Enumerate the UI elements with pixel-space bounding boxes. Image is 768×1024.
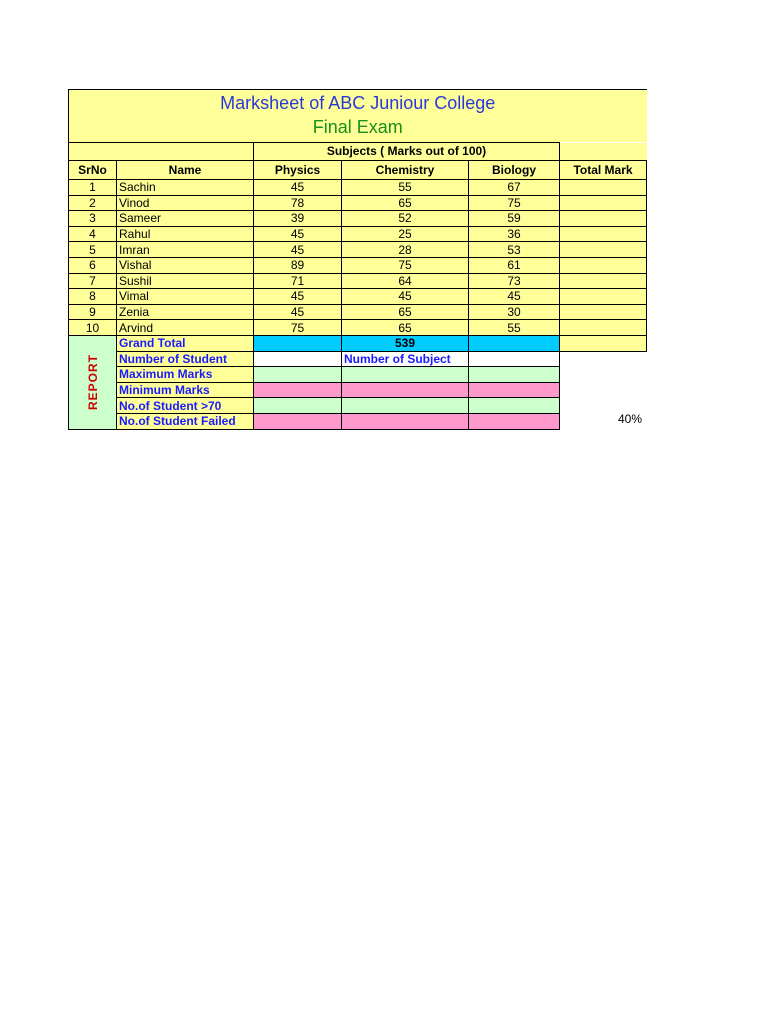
- blank-cell[interactable]: [117, 143, 254, 161]
- students-failed-biology[interactable]: [469, 413, 560, 429]
- col-header-chemistry[interactable]: Chemistry: [342, 161, 469, 180]
- cell-physics[interactable]: 45: [254, 226, 342, 242]
- report-label: REPORT: [85, 354, 100, 411]
- empty-cell: [560, 351, 647, 367]
- cell-chemistry[interactable]: 25: [342, 226, 469, 242]
- cell-chemistry[interactable]: 52: [342, 211, 469, 227]
- cell-physics[interactable]: 45: [254, 180, 342, 196]
- students-failed-label[interactable]: No.of Student Failed: [117, 413, 254, 429]
- subjects-header[interactable]: Subjects ( Marks out of 100): [254, 143, 560, 161]
- number-of-student-label[interactable]: Number of Student: [117, 351, 254, 367]
- pass-percentage[interactable]: 40%: [618, 412, 643, 426]
- students-above-70-biology[interactable]: [469, 398, 560, 414]
- cell-total-mark[interactable]: [560, 289, 647, 305]
- table-row: [69, 195, 647, 211]
- maximum-marks-chemistry[interactable]: [342, 367, 469, 383]
- cell-name[interactable]: Sameer: [117, 211, 254, 227]
- cell-name[interactable]: Vishal: [117, 257, 254, 273]
- report-label-cell[interactable]: [69, 335, 117, 429]
- cell-srno[interactable]: 7: [69, 273, 117, 289]
- cell-chemistry[interactable]: 75: [342, 257, 469, 273]
- number-of-student-value[interactable]: [254, 351, 342, 367]
- empty-cell: [560, 367, 647, 383]
- students-above-70-chemistry[interactable]: [342, 398, 469, 414]
- cell-name[interactable]: Vimal: [117, 289, 254, 305]
- cell-physics[interactable]: 39: [254, 211, 342, 227]
- cell-srno[interactable]: 10: [69, 320, 117, 336]
- table-row: [69, 320, 647, 336]
- table-row: [69, 304, 647, 320]
- table-row: [69, 226, 647, 242]
- cell-name[interactable]: Imran: [117, 242, 254, 258]
- grand-total-label[interactable]: Grand Total: [117, 335, 254, 351]
- cell-srno[interactable]: 1: [69, 180, 117, 196]
- grand-total-chemistry[interactable]: 539: [342, 335, 469, 351]
- students-above-70-label[interactable]: No.of Student >70: [117, 398, 254, 414]
- cell-chemistry[interactable]: 45: [342, 289, 469, 305]
- cell-total-mark[interactable]: [560, 180, 647, 196]
- blank-cell[interactable]: [560, 143, 647, 161]
- cell-srno[interactable]: 2: [69, 195, 117, 211]
- cell-chemistry[interactable]: 64: [342, 273, 469, 289]
- cell-physics[interactable]: 78: [254, 195, 342, 211]
- cell-srno[interactable]: 4: [69, 226, 117, 242]
- cell-total-mark[interactable]: [560, 273, 647, 289]
- col-header-srno[interactable]: SrNo: [69, 161, 117, 180]
- title-cell[interactable]: [69, 90, 647, 143]
- blank-cell[interactable]: [69, 143, 117, 161]
- cell-total-mark[interactable]: [560, 320, 647, 336]
- empty-cell: [560, 382, 647, 398]
- table-row: [69, 211, 647, 227]
- marksheet: [68, 89, 647, 430]
- minimum-marks-physics[interactable]: [254, 382, 342, 398]
- cell-srno[interactable]: 5: [69, 242, 117, 258]
- table-row: [69, 273, 647, 289]
- student-rows: [69, 180, 647, 336]
- cell-biology[interactable]: 75: [469, 195, 560, 211]
- cell-name[interactable]: Rahul: [117, 226, 254, 242]
- cell-physics[interactable]: 75: [254, 320, 342, 336]
- col-header-total-mark[interactable]: Total Mark: [560, 161, 647, 180]
- grand-total-total[interactable]: [560, 335, 647, 351]
- maximum-marks-physics[interactable]: [254, 367, 342, 383]
- cell-total-mark[interactable]: [560, 226, 647, 242]
- cell-biology[interactable]: 30: [469, 304, 560, 320]
- cell-physics[interactable]: 89: [254, 257, 342, 273]
- col-header-name[interactable]: Name: [117, 161, 254, 180]
- cell-srno[interactable]: 6: [69, 257, 117, 273]
- table-row: [69, 257, 647, 273]
- cell-chemistry[interactable]: 28: [342, 242, 469, 258]
- cell-biology[interactable]: 45: [469, 289, 560, 305]
- col-header-biology[interactable]: Biology: [469, 161, 560, 180]
- cell-physics[interactable]: 45: [254, 304, 342, 320]
- maximum-marks-biology[interactable]: [469, 367, 560, 383]
- cell-total-mark[interactable]: [560, 304, 647, 320]
- students-failed-physics[interactable]: [254, 413, 342, 429]
- cell-total-mark[interactable]: [560, 195, 647, 211]
- cell-name[interactable]: Arvind: [117, 320, 254, 336]
- minimum-marks-label[interactable]: Minimum Marks: [117, 382, 254, 398]
- table-row: [69, 242, 647, 258]
- grand-total-biology[interactable]: [469, 335, 560, 351]
- students-above-70-physics[interactable]: [254, 398, 342, 414]
- marksheet-table: [68, 89, 647, 430]
- cell-total-mark[interactable]: [560, 211, 647, 227]
- cell-srno[interactable]: 8: [69, 289, 117, 305]
- cell-physics[interactable]: 45: [254, 289, 342, 305]
- minimum-marks-biology[interactable]: [469, 382, 560, 398]
- cell-srno[interactable]: 9: [69, 304, 117, 320]
- number-of-subject-value[interactable]: [469, 351, 560, 367]
- cell-biology[interactable]: 53: [469, 242, 560, 258]
- cell-biology[interactable]: 55: [469, 320, 560, 336]
- cell-biology[interactable]: 36: [469, 226, 560, 242]
- cell-name[interactable]: Zenia: [117, 304, 254, 320]
- cell-srno[interactable]: 3: [69, 211, 117, 227]
- cell-chemistry[interactable]: 65: [342, 304, 469, 320]
- table-row: [69, 180, 647, 196]
- cell-name[interactable]: Sushil: [117, 273, 254, 289]
- cell-physics[interactable]: 71: [254, 273, 342, 289]
- cell-biology[interactable]: 67: [469, 180, 560, 196]
- cell-name[interactable]: Vinod: [117, 195, 254, 211]
- maximum-marks-label[interactable]: Maximum Marks: [117, 367, 254, 383]
- cell-total-mark[interactable]: [560, 257, 647, 273]
- number-of-subject-label[interactable]: Number of Subject: [342, 351, 469, 367]
- cell-total-mark[interactable]: [560, 242, 647, 258]
- minimum-marks-chemistry[interactable]: [342, 382, 469, 398]
- cell-physics[interactable]: 45: [254, 242, 342, 258]
- cell-biology[interactable]: 59: [469, 211, 560, 227]
- sheet-subtitle: Final Exam: [312, 117, 403, 137]
- cell-biology[interactable]: 73: [469, 273, 560, 289]
- grand-total-physics[interactable]: [254, 335, 342, 351]
- cell-biology[interactable]: 61: [469, 257, 560, 273]
- col-header-physics[interactable]: Physics: [254, 161, 342, 180]
- table-row: [69, 289, 647, 305]
- cell-chemistry[interactable]: 55: [342, 180, 469, 196]
- cell-name[interactable]: Sachin: [117, 180, 254, 196]
- cell-chemistry[interactable]: 65: [342, 195, 469, 211]
- sheet-title: Marksheet of ABC Juniour College: [220, 93, 496, 113]
- cell-chemistry[interactable]: 65: [342, 320, 469, 336]
- students-failed-chemistry[interactable]: [342, 413, 469, 429]
